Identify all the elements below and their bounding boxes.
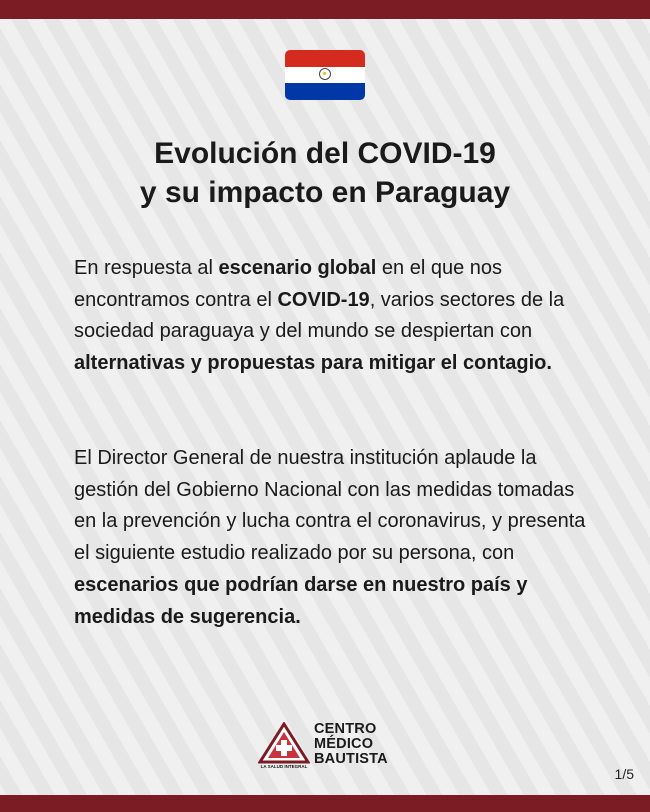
logo-line-3: BAUTISTA [314,751,388,767]
logo-line-1: CENTRO [314,721,377,737]
logo-tagline: LA SALUD INTEGRAL [260,764,308,769]
p1-bold-3: alternativas y propuestas para mitigar el contagio. [74,352,552,375]
p1-text-1: En respuesta al [74,257,219,279]
centro-medico-bautista-logo [258,722,398,772]
top-brand-bar [0,0,650,19]
logo-emblem-icon [258,722,310,772]
intro-paragraph [74,253,594,380]
title-line-1: Evolución del COVID-19 [154,137,496,170]
director-paragraph [74,443,594,633]
bottom-brand-bar [0,795,650,812]
p1-bold-2: COVID-19 [277,288,370,311]
page-counter: 1/5 [614,766,634,782]
flag-blue-stripe [285,83,365,100]
p2-text-1: El Director General de nuestra institución aplaude la gestión del Gobierno Nacional con las medidas tomadas en la prevención y lucha contra el coronavirus, y presenta el siguiente estudio realizado por su persona, con [74,447,586,565]
flag-emblem-icon [319,68,331,80]
page-title [0,134,650,212]
p1-bold-1: escenario global [218,257,377,279]
p1-text-3: , varios sectores de la sociedad paraguaya y del mundo se despiertan con [74,288,565,343]
logo-line-2: MÉDICO [314,736,374,752]
paraguay-flag-icon [285,50,365,100]
p1-text-2: en el que nos encontramos contra el [74,257,503,311]
flag-white-stripe [285,67,365,84]
p2-bold-1: escenarios que podrían darse en nuestro país y medidas de sugerencia. [74,573,528,628]
logo-wordmark [314,722,388,767]
title-line-2: y su impacto en Paraguay [139,176,511,209]
flag-red-stripe [285,50,365,67]
